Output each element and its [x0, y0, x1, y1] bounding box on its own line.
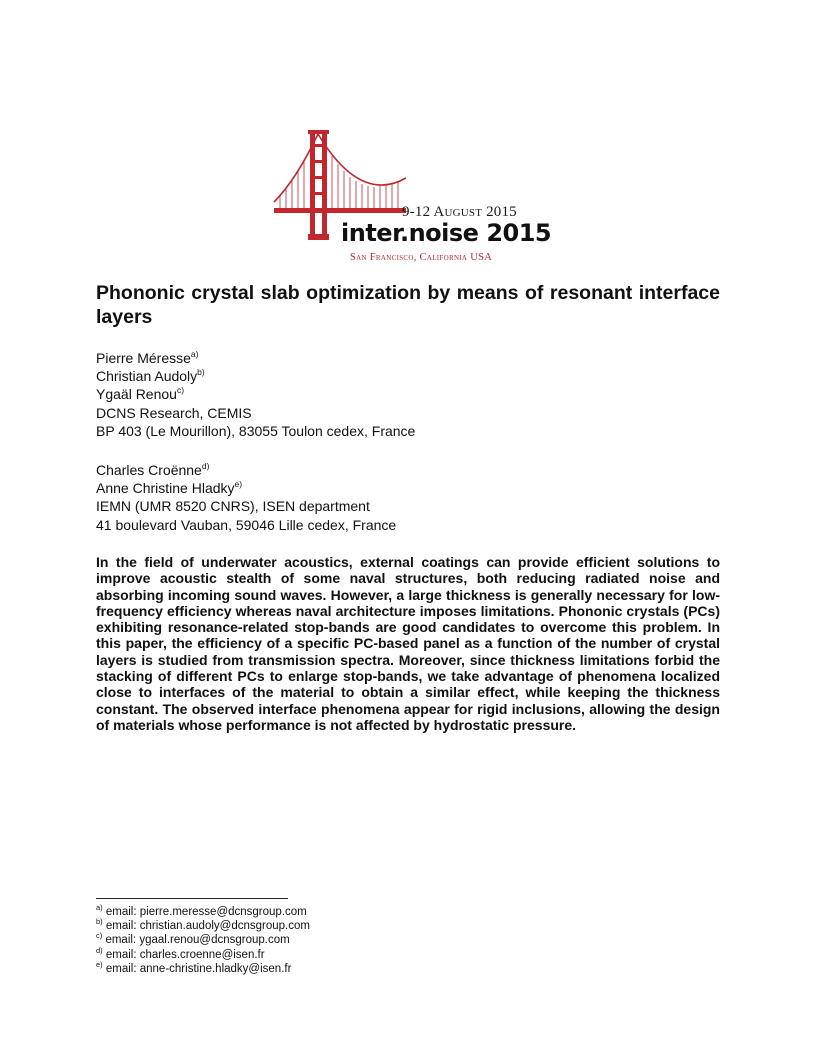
conference-name: inter.noise 2015 — [341, 219, 552, 247]
conference-dates: 9-12 August 2015 — [402, 204, 517, 220]
address: BP 403 (Le Mourillon), 83055 Toulon cedex, France — [96, 422, 416, 439]
paper-title: Phononic crystal slab optimization by means of resonant interface layers — [96, 282, 720, 328]
footnote-item: $^{a)}$ email: pierre.meresse@dcnsgroup.com — [96, 903, 307, 918]
author-name: Charles Croënne$^{d)}$ — [96, 461, 210, 478]
footnote-item: $^{c)}$ email: ygaal.renou@dcnsgroup.com — [96, 931, 290, 947]
footnote-divider — [96, 898, 288, 899]
footnote-item: $^{d)}$ email: charles.croenne@isen.fr — [96, 945, 265, 961]
conference-location: San Francisco, California USA — [350, 252, 493, 263]
institution: IEMN (UMR 8520 CNRS), ISEN department — [96, 498, 370, 515]
author-name: Ygaäl Renou$^{c)}$ — [96, 385, 185, 403]
footnotes — [96, 905, 310, 976]
author-block-1 — [96, 349, 415, 440]
abstract: In the field of underwater acoustics, external coatings can provide efficient solutions to improve acoustic stealth of some naval structures, both reducing radiated noise and absorbing incoming sound waves. However, a large thickness is generally necessary for low-frequency efficiency whereas naval architecture imposes limitations. Phononic crystals (PCs) exhibiting resonance-related stop-bands are good candidates to overcome this problem. In this paper, the efficiency of a specific PC-based panel as a function of the number of crystal layers is studied from transmission spectra. Moreover, since thickness limitations forbid the stacking of different PCs to enlarge stop-bands, we take advantage of phenomena localized close to interfaces of the material to obtain a similar effect, while keeping the thickness constant. The observed interface phenomena appear for rigid inclusions, allowing the design of materials whose performance is not affected by hydrostatic pressure. — [96, 554, 720, 733]
address: 41 boulevard Vauban, 59046 Lille cedex, France — [96, 516, 397, 533]
author-block-2 — [96, 461, 396, 534]
footnote-item: $^{e)}$ email: anne-christine.hladky@isen.fr — [96, 959, 292, 975]
footnote-item: $^{b)}$ email: christian.audoly@dcnsgroup.com — [96, 917, 310, 933]
institution: DCNS Research, CEMIS — [96, 404, 252, 421]
author-name: Pierre Méresse$^{a)}$ — [96, 349, 199, 366]
author-name: Anne Christine Hladky$^{e)}$ — [96, 479, 243, 497]
author-name: Christian Audoly$^{b)}$ — [96, 367, 205, 385]
